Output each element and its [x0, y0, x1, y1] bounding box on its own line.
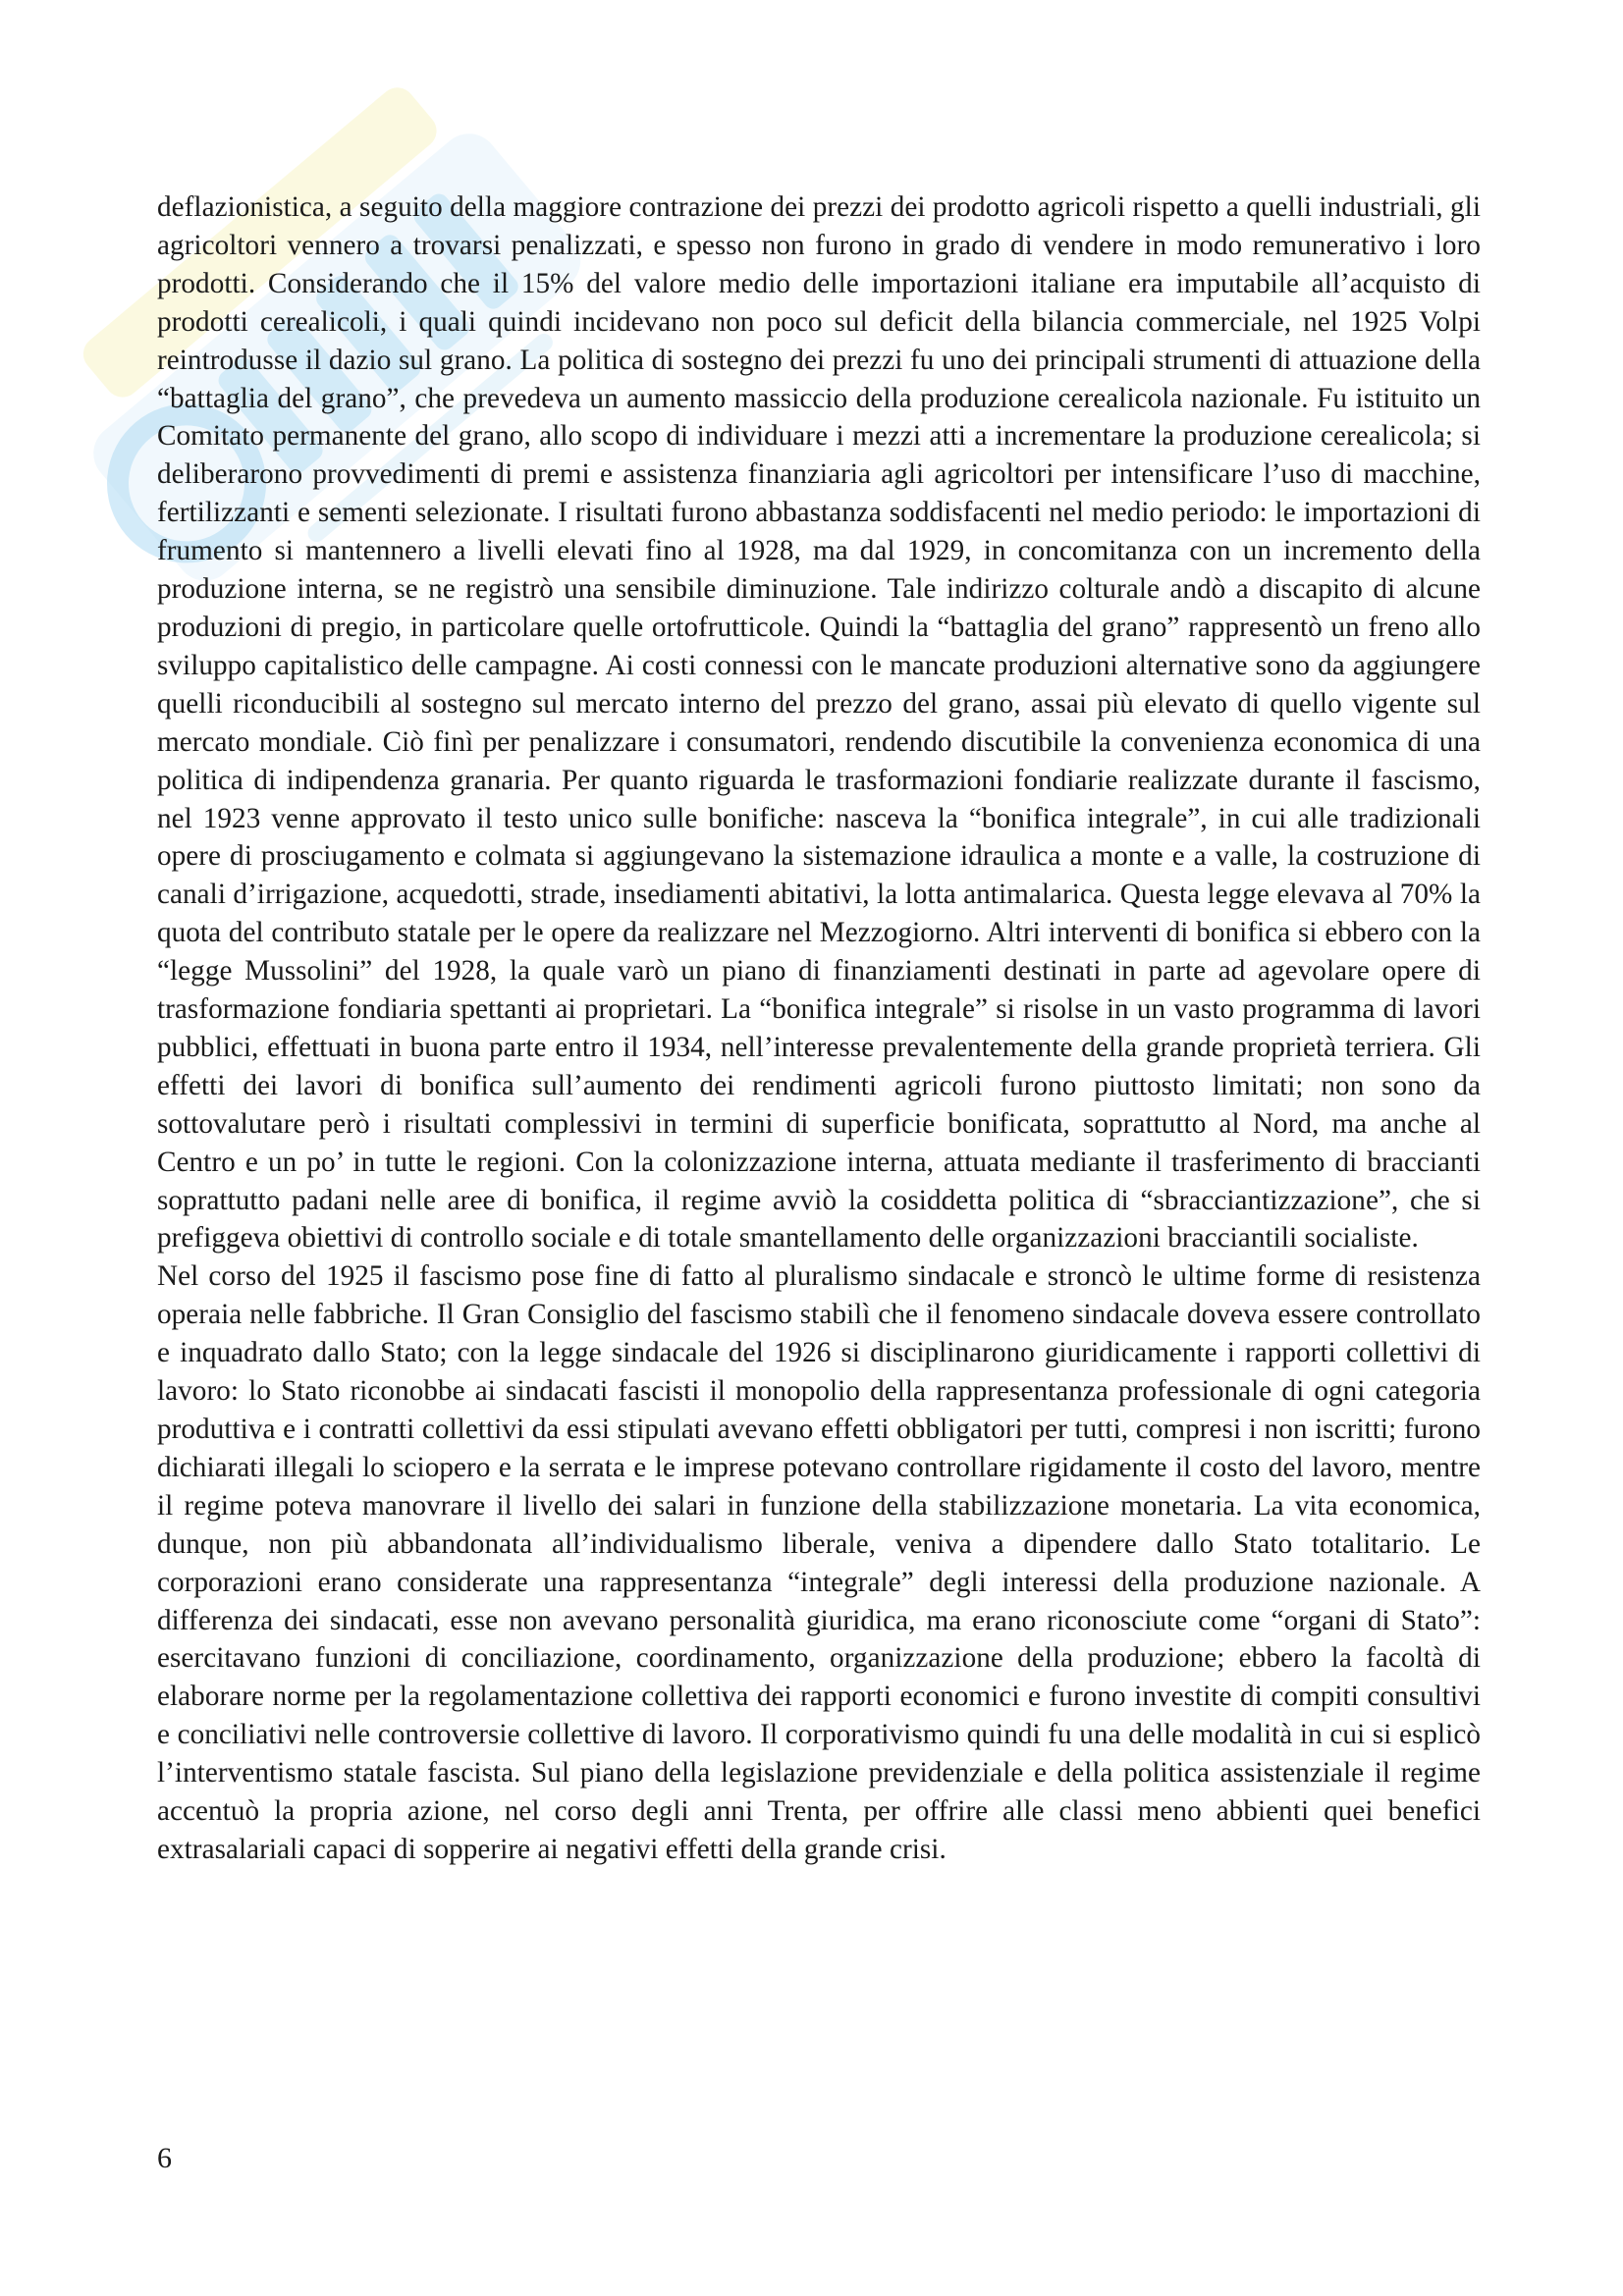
page-number: 6	[157, 2142, 172, 2174]
paragraph-2: Nel corso del 1925 il fascismo pose fine di fatto al pluralismo sindacale e stroncò le ultime forme di resistenza operaia nelle fabbriche. Il Gran Consiglio del fascismo stabilì che il fenomeno sindacale doveva essere controllato e inquadrato dallo Stato; con la legge sindacale del 1926 si disciplinarono giuridicamente i rapporti collettivi di lavoro: lo Stato riconobbe ai sindacati fascisti il monopolio della rappresentanza professionale di ogni categoria produttiva e i contratti collettivi da essi stipulati avevano effetti obbligatori per tutti, compresi i non iscritti; furono dichiarati illegali lo sciopero e la serrata e le imprese potevano controllare rigidamente il costo del lavoro, mentre il regime poteva manovrare il livello dei salari in funzione della stabilizzazione monetaria. La vita economica, dunque, non più abbandonata all’individualismo liberale, veniva a dipendere dallo Stato totalitario. Le corporazioni erano considerate una rappresentanza “integrale” degli interessi della produzione nazionale. A differenza dei sindacati, esse non avevano personalità giuridica, ma erano riconosciute come “organi di Stato”: esercitavano funzioni di conciliazione, coordinamento, organizzazione della produzione; ebbero la facoltà di elaborare norme per la regolamentazione collettiva dei rapporti economici e furono investite di compiti consultivi e conciliativi nelle controversie collettive di lavoro. Il corporativismo quindi fu una delle modalità in cui si esplicò l’interventismo statale fascista. Sul piano della legislazione previdenziale e della politica assistenziale il regime accentuò la propria azione, nel corso degli anni Trenta, per offrire alle classi meno abbienti quei benefici extrasalariali capaci di sopperire ai negativi effetti della grande crisi.	[157, 1260, 1481, 1865]
paragraph-1: deflazionistica, a seguito della maggiore contrazione dei prezzi dei prodotto agricoli rispetto a quelli industriali, gli agricoltori vennero a trovarsi penalizzati, e spesso non furono in grado di vendere in modo remunerativo i loro prodotti. Considerando che il 15% del valore medio delle importazioni italiane era imputabile all’acquisto di prodotti cerealicoli, i quali quindi incidevano non poco sul deficit della bilancia commerciale, nel 1925 Volpi reintrodusse il dazio sul grano. La politica di sostegno dei prezzi fu uno dei principali strumenti di attuazione della “battaglia del grano”, che prevedeva un aumento massiccio della produzione cerealicola nazionale. Fu istituito un Comitato permanente del grano, allo scopo di individuare i mezzi atti a incrementare la produzione cerealicola; si deliberarono provvedimenti di premi e assistenza finanziaria agli agricoltori per intensificare l’uso di macchine, fertilizzanti e sementi selezionate. I risultati furono abbastanza soddisfacenti nel medio periodo: le importazioni di frumento si mantennero a livelli elevati fino al 1928, ma dal 1929, in concomitanza con un incremento della produzione interna, se ne registrò una sensibile diminuzione. Tale indirizzo colturale andò a discapito di alcune produzioni di pregio, in particolare quelle ortofrutticole. Quindi la “battaglia del grano” rappresentò un freno allo sviluppo capitalistico delle campagne. Ai costi connessi con le mancate produzioni alternative sono da aggiungere quelli riconducibili al sostegno sul mercato interno del prezzo del grano, assai più elevato di quello vigente sul mercato mondiale. Ciò finì per penalizzare i consumatori, rendendo discutibile la convenienza economica di una politica di indipendenza granaria. Per quanto riguarda le trasformazioni fondiarie realizzate durante il fascismo, nel 1923 venne approvato il testo unico sulle bonifiche: nasceva la “bonifica integrale”, in cui alle tradizionali opere di prosciugamento e colmata si aggiungevano la sistemazione idraulica a monte e a valle, la costruzione di canali d’irrigazione, acquedotti, strade, insediamenti abitativi, la lotta antimalarica. Questa legge elevava al 70% la quota del contributo statale per le opere da realizzare nel Mezzogiorno. Altri interventi di bonifica si ebbero con la “legge Mussolini” del 1928, la quale varò un piano di finanziamenti destinati in parte ad agevolare opere di trasformazione fondiaria spettanti ai proprietari. La “bonifica integrale” si risolse in un vasto programma di lavori pubblici, effettuati in buona parte entro il 1934, nell’interesse prevalentemente della grande proprietà terriera. Gli effetti dei lavori di bonifica sull’aumento dei rendimenti agricoli furono piuttosto limitati; non sono da sottovalutare però i risultati complessivi in termini di superficie bonificata, soprattutto al Nord, ma anche al Centro e un po’ in tutte le regioni. Con la colonizzazione interna, attuata mediante il trasferimento di braccianti soprattutto padani nelle aree di bonifica, il regime avviò la cosiddetta politica di “sbracciantizzazione”, che si prefiggeva obiettivi di controllo sociale e di totale smantellamento delle organizzazioni bracciantili socialiste.	[157, 191, 1481, 1255]
document-body	[157, 188, 1481, 1869]
